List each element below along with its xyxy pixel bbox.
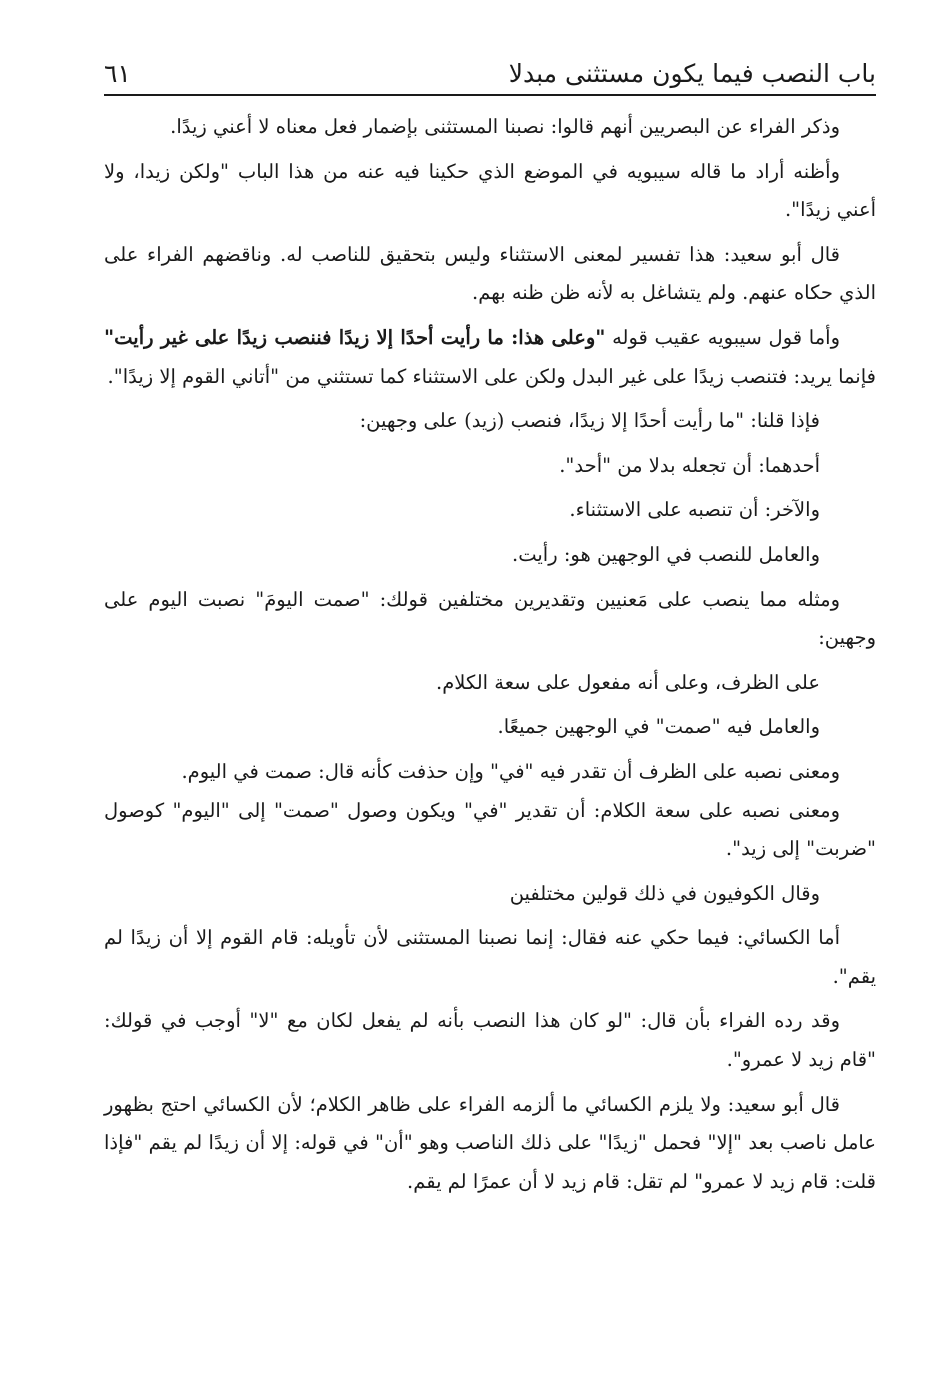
body-text bbox=[104, 108, 876, 1201]
paragraph-text: وأما قول سيبويه عقيب قوله bbox=[605, 325, 840, 349]
paragraph: قال أبو سعيد: ولا يلزم الكسائي ما ألزمه الفراء على ظاهر الكلام؛ لأن الكسائي احتج بظهور عامل ناصب بعد "إلا" فحمل "زيدًا" على ذلك الناصب وهو "أن" في قوله: إلا أن زيدًا لم يقم "فإذا قلت: قام زيد لا عمرو" لم تقل: قام زيد لا أن عمرًا لم يقم. bbox=[104, 1092, 876, 1193]
paragraph: ومعنى نصبه على الظرف أن تقدر فيه "في" وإن حذفت كأنه قال: صمت في اليوم. bbox=[181, 759, 840, 783]
paragraph: قال أبو سعيد: هذا تفسير لمعنى الاستثناء وليس بتحقيق للناصب له. وناقضهم الفراء على الذي حكاه عنهم. ولم يتشاغل به لأنه ظن ظنه بهم. bbox=[104, 242, 876, 305]
header-rule bbox=[104, 94, 876, 96]
paragraph: وقد رده الفراء بأن قال: "لو كان هذا النصب بأنه لم يفعل لكان مع "لا" أوجب في قولك: "قام زيد لا عمرو". bbox=[104, 1009, 876, 1072]
running-header bbox=[104, 44, 876, 92]
page-number: ٦١ bbox=[104, 59, 131, 88]
paragraph-text: فإنما يريد: فتنصب زيدًا على غير البدل ولكن على الاستثناء كما تستثني من "أتاني القوم إلا زيدًا". bbox=[107, 364, 876, 388]
paragraph bbox=[104, 319, 876, 396]
paragraph: وقال الكوفيون في ذلك قولين مختلفين bbox=[509, 881, 820, 905]
paragraph: أما الكسائي: فيما حكي عنه فقال: إنما نصبنا المستثنى لأن تأويله: قام القوم إلا أن زيدًا لم يقم". bbox=[104, 926, 876, 988]
paragraph: ومثله مما ينصب على مَعنيين وتقديرين مختلفين قولك: "صمت اليومَ" نصبت اليوم على وجهين: bbox=[104, 587, 876, 650]
chapter-title: باب النصب فيما يكون مستثنى مبدلا bbox=[508, 59, 876, 88]
paragraph: والعامل للنصب في الوجهين هو: رأيت. bbox=[512, 542, 820, 566]
paragraph: على الظرف، وعلى أنه مفعول على سعة الكلام. bbox=[436, 670, 820, 694]
paragraph: أحدهما: أن تجعله بدلا من "أحد". bbox=[559, 453, 820, 477]
paragraph: فإذا قلنا: "ما رأيت أحدًا إلا زيدًا، فنصب (زيد) على وجهين: bbox=[359, 409, 820, 433]
bold-quote: "وعلى هذا: ما رأيت أحدًا إلا زيدًا فننصب زيدًا على غير رأيت" bbox=[104, 325, 606, 349]
paragraph: والعامل فيه "صمت" في الوجهين جميعًا. bbox=[497, 715, 820, 739]
paragraph: والآخر: أن تنصبه على الاستثناء. bbox=[569, 498, 820, 522]
paragraph: ومعنى نصبه على سعة الكلام: أن تقدير "في" ويكون وصول "صمت" إلى "اليوم" كوصول "ضربت" إلى زيد". bbox=[104, 798, 876, 861]
paragraph: وذكر الفراء عن البصريين أنهم قالوا: نصبنا المستثنى بإضمار فعل معناه لا أعني زيدًا. bbox=[170, 115, 840, 138]
paragraph: وأظنه أراد ما قاله سيبويه في الموضع الذي حكينا فيه عنه من هذا الباب "ولكن زيدا، ولا أعني زيدًا". bbox=[104, 159, 876, 222]
